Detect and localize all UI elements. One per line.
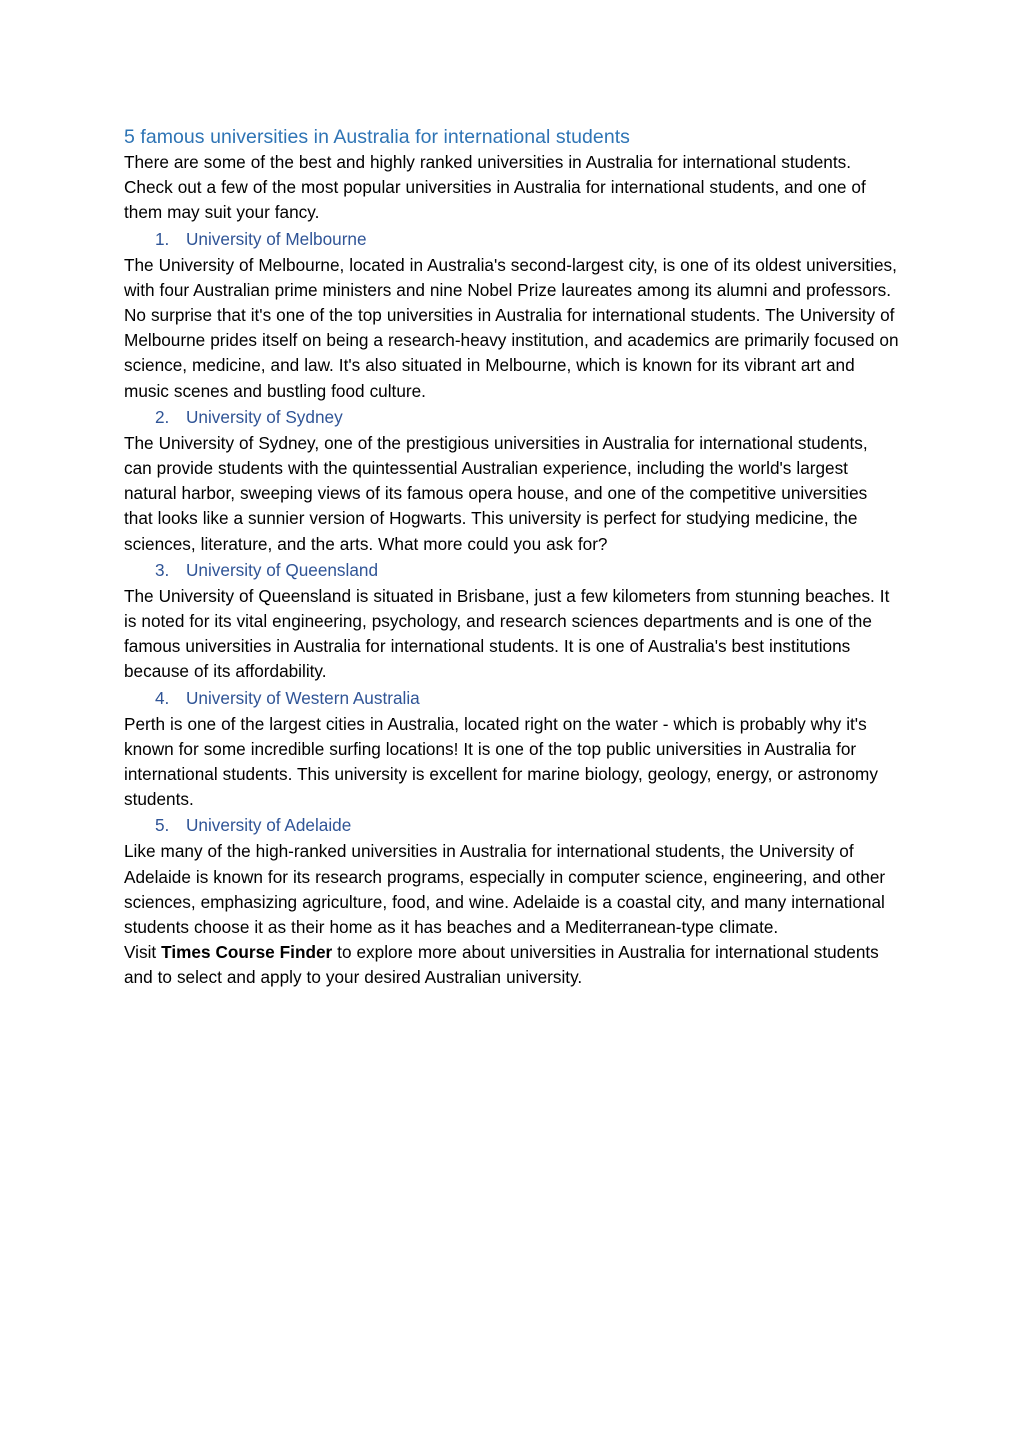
heading-text: University of Adelaide [186, 815, 352, 836]
list-number: 2. [155, 406, 170, 427]
intro-paragraph: There are some of the best and highly ranked universities in Australia for international students. Check out a few of the most popular universities in Australia for international students, and one of them may suit your fancy. [124, 152, 866, 223]
heading-text: University of Western Australia [186, 687, 420, 708]
section-heading-queensland [124, 557, 900, 584]
document-title: 5 famous universities in Australia for international students [124, 126, 630, 148]
list-number: 5. [155, 815, 170, 836]
section-body-adelaide: Like many of the high-ranked universities in Australia for international students, the University of Adelaide is known for its research programs, especially in computer science, engineering, and other sciences, emphasizing agriculture, food, and wine. Adelaide is a coastal city, and many international students choose it as their home as it has beaches and a Mediterranean-type climate. [124, 841, 886, 938]
list-number: 3. [155, 559, 170, 580]
section-body-queensland: The University of Queensland is situated in Brisbane, just a few kilometers from stunning beaches. It is noted for its vital engineering, psychology, and research sciences departments and is one of the famous universities in Australia for international students. It is one of Australia's best institutions because of its affordability. [124, 585, 890, 682]
section-body-melbourne: The University of Melbourne, located in Australia's second-largest city, is one of its oldest universities, with four Australian prime ministers and nine Nobel Prize laureates among its alumni and professors. No surprise that it's one of the top universities in Australia for international students. The University of Melbourne prides itself on being a research-heavy institution, and academics are primarily focused on science, medicine, and law. It's also situated in Melbourne, which is known for its vibrant art and music scenes and bustling food culture. [124, 254, 899, 401]
list-number: 4. [155, 687, 170, 708]
closing-paragraph [124, 940, 900, 990]
closing-suffix: to explore more about universities in Australia for international students and to select and apply to your desired Australian university. [124, 942, 879, 988]
section-heading-western-australia [124, 685, 900, 712]
section-heading-adelaide [124, 812, 900, 839]
section-heading-melbourne [124, 226, 900, 253]
list-number: 1. [155, 228, 170, 249]
section-body-western-australia: Perth is one of the largest cities in Australia, located right on the water - which is probably why it's known for some incredible surfing locations! It is one of the top public universities in Australia for international students. This university is excellent for marine biology, geology, energy, or astronomy students. [124, 713, 878, 810]
heading-text: University of Queensland [186, 559, 379, 580]
closing-prefix: Visit [124, 942, 162, 963]
heading-text: University of Melbourne [186, 228, 367, 249]
document-page [124, 124, 900, 991]
heading-text: University of Sydney [186, 406, 343, 427]
section-body-sydney: The University of Sydney, one of the prestigious universities in Australia for international students, can provide students with the quintessential Australian experience, including the world's largest natural harbor, sweeping views of its famous opera house, and one of the competitive universities that looks like a sunnier version of Hogwarts. This university is perfect for studying medicine, the sciences, literature, and the arts. What more could you ask for? [124, 432, 868, 554]
times-course-finder-text: Times Course Finder [161, 942, 333, 963]
section-heading-sydney [124, 404, 900, 431]
